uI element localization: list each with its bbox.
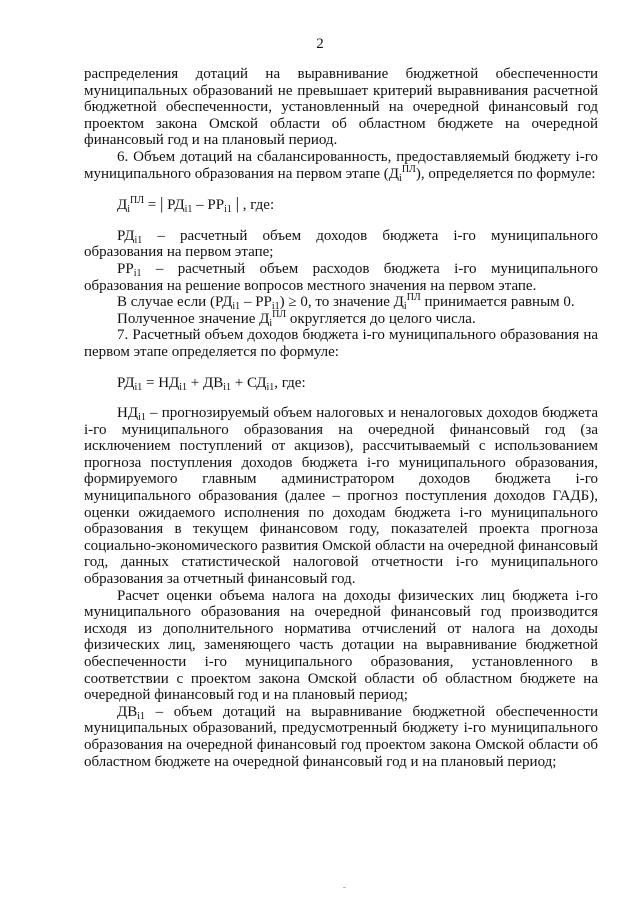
formula-subsidy: $Д_i^{ПЛ}$ = | $РД_{i1} - РР_{i1}$ | , где: [117,194,275,216]
definition-rr: $РР_{i1}$ – расчетный объем расходов бюджета i-го муниципального образования на решение вопросов местного значения на первом этапе. [84,260,598,294]
formula-revenue: $РД_{i1} = НД_{i1} + ДВ_{i1} + СД_{i1}$, где: [117,374,306,393]
paragraph-item-6: 6. Объем дотаций на сбалансированность, предоставляемый бюджету i-го муниципального образования на первом этапе $(Д_i^{ПЛ})$, определяется по формуле: [84,148,598,184]
paragraph-continuation: распределения дотаций на выравнивание бюджетной обеспеченности муниципальных образований не превышает критерий выравнивания расчетной бюджетной обеспеченности, установленный на очередной финансовый год проектом закона Омской области об областном бюджете на очередной финансовый год и на плановый период. [84,66,598,149]
paragraph-item-7: 7. Расчетный объем доходов бюджета i-го муниципального образования на первом этапе определяется по формуле: [84,327,598,360]
definition-rd: $РД_{i1}$ – расчетный объем доходов бюджета i-го муниципального образования на первом этапе; [84,227,598,261]
definition-dv: $ДВ_{i1}$ – объем дотаций на выравнивание бюджетной обеспеченности муниципальных образований, предусмотренный бюджету i-го муниципального образования на очередной финансовый год проектом закона Омской области об областном бюджете на очередной финансовый год и на плановый период; [84,703,598,770]
definition-nd: $НД_{i1}$ – прогнозируемый объем налоговых и неналоговых доходов бюджета i-го муниципального образования на очередной финансовый год (за исключением поступлений от акцизов), рассчитываемый с использованием прогноза поступления доходов бюджета i-го муниципального образования, формируемого главным администратором доходов бюджета i-го муниципального образования (далее – прогноз поступления доходов ГАДБ), оценки ожидаемого исполнения по доходам бюджета i-го муниципального образования в текущем финансовом году, показателей проекта прогноза социально-экономического развития Омской области на очередной финансовый год, данных статистической налоговой отчетности i-го муниципального образования за отчетный финансовый год. [84,405,598,588]
scan-mark [343,887,346,888]
condition-line: В случае если $(РД_{i1} - РР_{i1}) \ge 0$, то значение $Д_i^{ПЛ}$ принимается равным 0. [117,292,575,313]
page-number: 2 [316,36,324,52]
rounding-line: Полученное значение $Д_i^{ПЛ}$ округляется до целого числа. [117,308,476,329]
document-body [84,66,598,770]
paragraph-ndfl: Расчет оценки объема налога на доходы физических лиц бюджета i-го муниципального образования на очередной финансовый год производится исходя из дополнительного норматива отчислений от налога на доходы физических лиц, заменяющего часть дотации на выравнивание бюджетной обеспеченности i-го муниципального образования, установленного в соответствии с проектом закона Омской области об областном бюджете на очередной финансовый год и на плановый период; [84,587,598,704]
